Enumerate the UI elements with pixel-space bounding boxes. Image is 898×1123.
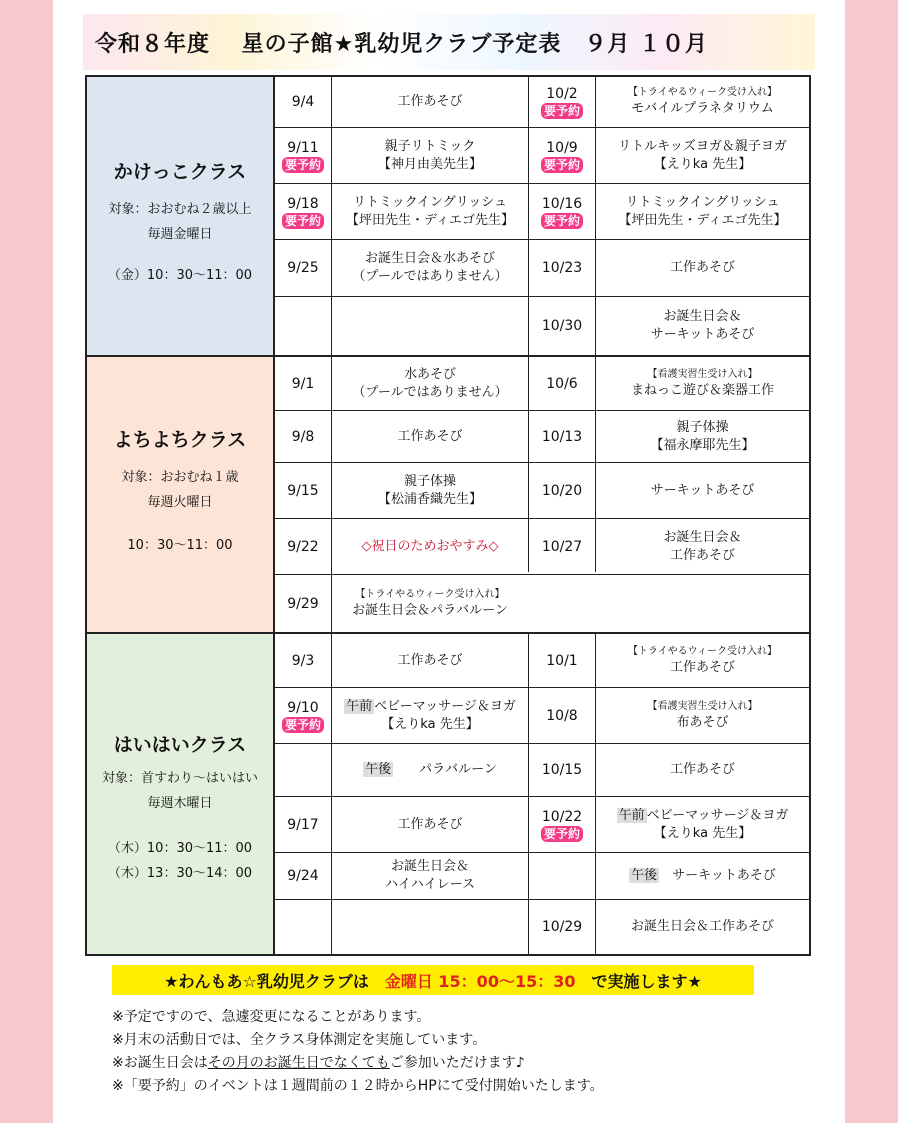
event-cell bbox=[332, 77, 528, 127]
event: 工作あそび bbox=[669, 547, 735, 563]
date: 10/1 bbox=[546, 652, 578, 669]
event-note: 【トライやるウィーク受け入れ】 bbox=[627, 645, 778, 657]
time-tag: 午後 bbox=[365, 762, 392, 777]
event-cell bbox=[596, 688, 809, 743]
instructor: 【えりka 先生】 bbox=[653, 156, 752, 172]
instructor: 【坪田先生・ディエゴ先生】 bbox=[346, 212, 514, 228]
event-cell bbox=[332, 240, 528, 296]
time-tag: 午前 bbox=[618, 807, 645, 823]
event: ベビーマッサージ＆ヨガ bbox=[374, 698, 516, 714]
event: サーキットあそび bbox=[672, 868, 776, 883]
date-cell bbox=[275, 184, 331, 239]
banner-time: 金曜日 15：00〜15：30 bbox=[384, 971, 576, 991]
date-cell bbox=[275, 688, 331, 743]
date: 9/3 bbox=[291, 652, 315, 669]
event: ベビーマッサージ＆ヨガ bbox=[646, 807, 789, 823]
date: 10/27 bbox=[541, 538, 583, 555]
date-cell bbox=[529, 357, 595, 410]
date: 10/2 bbox=[546, 86, 578, 102]
class-day: 毎週火曜日 bbox=[147, 495, 213, 510]
event-cell bbox=[596, 900, 809, 954]
date: 10/16 bbox=[541, 195, 583, 212]
event: お誕生日会＆ bbox=[663, 309, 742, 324]
date: 9/11 bbox=[287, 139, 319, 156]
reservation-badge: 要予約 bbox=[541, 213, 583, 229]
date-cell bbox=[529, 797, 595, 852]
event: お誕生日会＆水あそび bbox=[364, 251, 495, 266]
date-cell bbox=[529, 411, 595, 462]
event-cell bbox=[596, 357, 809, 410]
date: 10/29 bbox=[541, 919, 583, 935]
event-cell bbox=[596, 411, 809, 462]
event: お誕生日会＆パラバルーン bbox=[352, 602, 508, 618]
date-cell bbox=[529, 184, 595, 239]
instructor: 【福永摩耶先生】 bbox=[650, 437, 755, 453]
date-cell bbox=[275, 797, 331, 852]
event: 工作あそび bbox=[397, 428, 463, 444]
event-note: 【看護実習生受け入れ】 bbox=[647, 368, 758, 380]
date-cell bbox=[529, 519, 595, 574]
date-cell bbox=[529, 77, 595, 127]
row-line bbox=[275, 296, 529, 297]
event-cell bbox=[332, 575, 528, 632]
event: 親子体操 bbox=[676, 419, 729, 435]
note-text: ご参加いただけます♪ bbox=[389, 1055, 525, 1071]
date-cell bbox=[529, 634, 595, 687]
date: 10/6 bbox=[546, 375, 578, 392]
note-line: ※予定ですので、急遽変更になることがあります。 bbox=[112, 1009, 431, 1025]
instructor: 【坪田先生・ディエゴ先生】 bbox=[618, 212, 787, 228]
date: 10/8 bbox=[546, 707, 578, 724]
date: 9/24 bbox=[287, 868, 319, 884]
instructor: 【神月由美先生】 bbox=[377, 156, 482, 172]
event-cell bbox=[332, 853, 528, 899]
date-cell bbox=[275, 357, 331, 410]
date: 10/15 bbox=[541, 762, 583, 778]
date-cell bbox=[529, 900, 595, 954]
date-cell bbox=[275, 128, 331, 183]
reservation-badge: 要予約 bbox=[282, 157, 324, 173]
note-line: ※月末の活動日では、全クラス身体測定を実施しています。 bbox=[112, 1032, 487, 1048]
event: サーキットあそび bbox=[650, 482, 755, 498]
reservation-badge: 要予約 bbox=[282, 213, 324, 229]
holiday-notice: ◇祝日のためおやすみ◇ bbox=[361, 538, 499, 554]
class-time: 10：30〜11：00 bbox=[127, 538, 233, 553]
date: 10/23 bbox=[541, 260, 583, 276]
event-cell bbox=[332, 357, 528, 410]
event-cell bbox=[596, 634, 809, 687]
title-bar bbox=[83, 14, 815, 70]
event: お誕生日会＆ bbox=[390, 859, 469, 874]
date: 9/25 bbox=[287, 260, 319, 276]
event: 親子リトミック bbox=[384, 138, 476, 154]
event-cell bbox=[332, 688, 528, 743]
class-name: かけっこクラス bbox=[113, 161, 247, 183]
time-tag: 午前 bbox=[346, 698, 373, 714]
reservation-badge: 要予約 bbox=[282, 717, 324, 733]
class-yochiyochi bbox=[87, 355, 275, 632]
date-cell bbox=[275, 634, 331, 687]
event: 工作あそび bbox=[669, 659, 735, 675]
reservation-badge: 要予約 bbox=[541, 103, 583, 119]
class-haihai bbox=[87, 632, 275, 954]
event-note: 【トライやるウィーク受け入れ】 bbox=[627, 87, 778, 98]
event: 工作あそび bbox=[397, 652, 463, 668]
class-target: 対象：首すわり〜はいはい bbox=[101, 771, 258, 786]
event: モバイルプラネタリウム bbox=[631, 101, 774, 116]
date: 9/10 bbox=[287, 699, 319, 716]
schedule-table bbox=[85, 75, 811, 956]
class-time: （木）10：30〜11：00 bbox=[107, 841, 253, 856]
event: 工作あそび bbox=[397, 816, 463, 832]
class-target: 対象：おおむね１歳 bbox=[121, 470, 239, 485]
date: 10/30 bbox=[541, 318, 583, 334]
event-cell bbox=[596, 519, 809, 574]
event-cell bbox=[596, 240, 809, 296]
date: 9/8 bbox=[291, 428, 315, 445]
date-cell bbox=[529, 240, 595, 296]
event: 工作あそび bbox=[669, 762, 735, 777]
event-cell bbox=[596, 744, 809, 796]
event: 工作あそび bbox=[397, 94, 463, 109]
event-cell bbox=[332, 463, 528, 518]
event-cell bbox=[596, 128, 809, 183]
date: 9/15 bbox=[287, 482, 319, 499]
event-cell bbox=[596, 297, 809, 355]
event: 工作あそび bbox=[669, 260, 735, 275]
note-text: ※お誕生日会は bbox=[112, 1055, 208, 1071]
event-cell bbox=[332, 184, 528, 239]
event: 布あそび bbox=[676, 714, 729, 730]
event-cell bbox=[596, 184, 809, 239]
notes bbox=[112, 1006, 604, 1098]
event: サーキットあそび bbox=[650, 327, 755, 342]
event: 親子体操 bbox=[403, 473, 456, 489]
event: ハイハイレース bbox=[384, 877, 476, 892]
event-note: 【トライやるウィーク受け入れ】 bbox=[355, 588, 505, 600]
class-day: 毎週木曜日 bbox=[147, 796, 213, 811]
event-cell bbox=[332, 411, 528, 462]
date-cell bbox=[275, 575, 331, 632]
event-cell bbox=[596, 77, 809, 127]
event-cell bbox=[332, 128, 528, 183]
date: 9/4 bbox=[291, 94, 315, 110]
class-time: （金）10：30〜11：00 bbox=[107, 268, 253, 283]
page-title: 令和８年度 星の子館★乳幼児クラブ予定表 ９月 １０月 bbox=[95, 31, 709, 57]
date-cell bbox=[529, 744, 595, 796]
event-cell bbox=[332, 634, 528, 687]
date: 9/17 bbox=[287, 816, 319, 833]
date: 9/1 bbox=[291, 375, 315, 392]
date: 9/29 bbox=[287, 595, 319, 612]
banner-text: ★わんもあ☆乳幼児クラブは bbox=[164, 971, 369, 991]
event: パラバルーン bbox=[419, 762, 497, 777]
class-name: はいはいクラス bbox=[113, 734, 247, 756]
note-line: ※「要予約」のイベントは１週間前の１２時からHPにて受付開始いたします。 bbox=[112, 1078, 604, 1094]
class-target: 対象：おおむね２歳以上 bbox=[108, 202, 252, 217]
reservation-badge: 要予約 bbox=[541, 157, 583, 173]
class-day: 毎週金曜日 bbox=[147, 227, 213, 242]
event-cell bbox=[596, 797, 809, 852]
date-cell bbox=[275, 240, 331, 296]
note-line bbox=[112, 1052, 604, 1075]
date-cell bbox=[275, 519, 331, 574]
date-cell bbox=[529, 463, 595, 518]
date-cell bbox=[275, 853, 331, 899]
date: 10/20 bbox=[541, 482, 583, 499]
event: 水あそび bbox=[403, 366, 456, 382]
event-cell bbox=[596, 853, 809, 899]
event-cell bbox=[332, 797, 528, 852]
event-note: （プールではありません） bbox=[352, 384, 508, 400]
event-note: （プールではありません） bbox=[352, 269, 508, 284]
class-kakekko bbox=[87, 77, 275, 355]
date: 9/22 bbox=[287, 538, 319, 555]
date-cell bbox=[529, 688, 595, 743]
note-underline: その月のお誕生日でなくても bbox=[207, 1055, 390, 1071]
date: 10/22 bbox=[541, 808, 583, 825]
event-note: 【看護実習生受け入れ】 bbox=[647, 700, 758, 712]
info-banner bbox=[112, 965, 754, 995]
date-cell bbox=[529, 297, 595, 355]
event: お誕生日会＆ bbox=[663, 529, 742, 545]
event: リトルキッズヨガ＆親子ヨガ bbox=[618, 138, 787, 154]
event: お誕生日会＆工作あそび bbox=[630, 919, 774, 934]
event-cell bbox=[596, 463, 809, 518]
banner-text: で実施します★ bbox=[591, 971, 702, 991]
class-time: （木）13：30〜14：00 bbox=[107, 866, 253, 881]
reservation-badge: 要予約 bbox=[541, 826, 583, 842]
date-cell bbox=[275, 411, 331, 462]
date-cell bbox=[275, 77, 331, 127]
event-cell bbox=[332, 519, 528, 574]
date-cell bbox=[529, 128, 595, 183]
event: まねっこ遊び＆楽器工作 bbox=[630, 382, 774, 398]
event: リトミックイングリッシュ bbox=[352, 194, 508, 210]
date-cell bbox=[275, 463, 331, 518]
date: 10/13 bbox=[541, 428, 583, 445]
instructor: 【松浦香織先生】 bbox=[377, 491, 482, 507]
instructor: 【えりka 先生】 bbox=[653, 825, 752, 841]
time-tag: 午後 bbox=[631, 868, 658, 883]
event-cell bbox=[332, 744, 528, 796]
instructor: 【えりka 先生】 bbox=[381, 716, 479, 732]
date: 10/9 bbox=[546, 139, 578, 156]
event: リトミックイングリッシュ bbox=[625, 194, 780, 210]
class-name: よちよちクラス bbox=[113, 429, 247, 451]
date: 9/18 bbox=[287, 195, 319, 212]
